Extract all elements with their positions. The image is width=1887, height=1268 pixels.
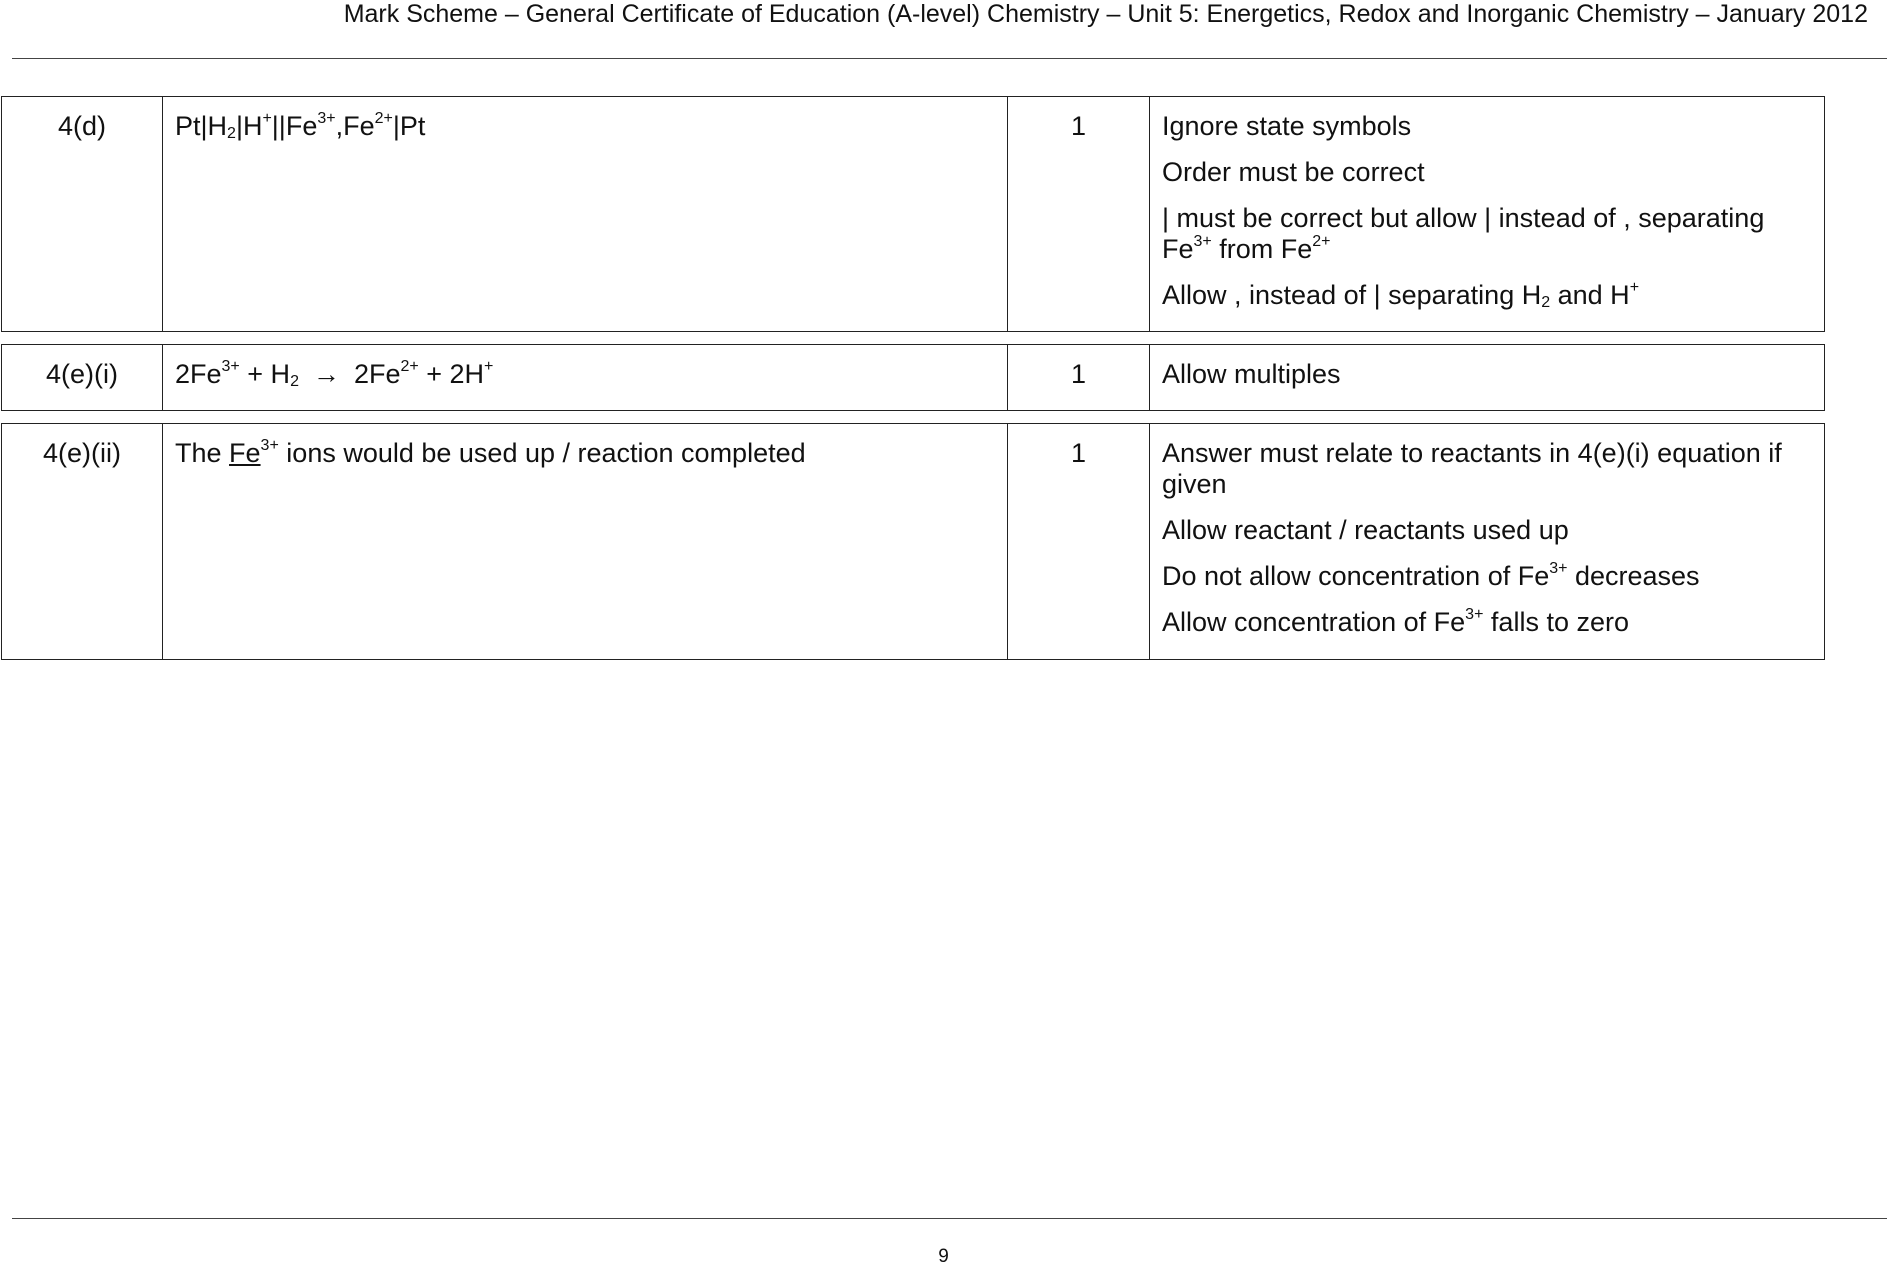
guidance-text: from Fe: [1211, 234, 1313, 264]
answer-text: + 2H: [418, 359, 485, 389]
marks-cell: 1: [1008, 97, 1150, 332]
superscript: 3+: [1465, 606, 1484, 623]
guidance-cell: [1150, 97, 1825, 332]
table-row: [2, 345, 1825, 411]
answer-text: 2Fe: [175, 359, 222, 389]
subscript: 2: [1541, 294, 1551, 311]
header-rule: [12, 58, 1887, 59]
superscript: 2+: [374, 110, 393, 127]
subscript: 2: [290, 373, 299, 390]
answer-text: ||Fe: [271, 111, 318, 141]
guidance-text: falls to zero: [1483, 607, 1629, 637]
guidance-line: Answer must relate to reactants in 4(e)(i) equation if given: [1162, 438, 1782, 499]
superscript: 2+: [400, 358, 419, 375]
guidance-text: | must be correct but allow | instead of , separating Fe: [1162, 203, 1765, 264]
superscript: 3+: [1193, 233, 1212, 250]
answer-text: ions would be used up / reaction completed: [278, 438, 806, 468]
guidance-line: [1162, 203, 1812, 265]
answer-text: 2Fe: [353, 359, 401, 389]
answer-text: Pt|H: [175, 111, 228, 141]
answer-cell: [163, 424, 1008, 660]
answer-text: + H: [239, 359, 291, 389]
guidance-text: decreases: [1567, 561, 1700, 591]
superscript: +: [262, 110, 272, 127]
table-row: [2, 97, 1825, 332]
guidance-line: Allow reactant / reactants used up: [1162, 515, 1569, 545]
table-row: [2, 424, 1825, 660]
page-number: 9: [938, 1246, 949, 1267]
marks-cell: 1: [1008, 424, 1150, 660]
question-number-cell: 4(e)(i): [2, 345, 163, 411]
mark-scheme-table-4ei: [1, 344, 1825, 411]
guidance-cell: [1150, 424, 1825, 660]
guidance-line: [1162, 561, 1812, 592]
guidance-text: Allow concentration of Fe: [1162, 607, 1466, 637]
guidance-line: Ignore state symbols: [1162, 111, 1412, 141]
footer-rule: [12, 1218, 1887, 1219]
superscript: 3+: [317, 110, 336, 127]
marks-cell: 1: [1008, 345, 1150, 411]
guidance-line: Order must be correct: [1162, 157, 1425, 187]
subscript: 2: [227, 125, 236, 142]
superscript: +: [1629, 279, 1640, 296]
guidance-text: Allow , instead of | separating H: [1162, 280, 1542, 310]
superscript: +: [484, 358, 494, 375]
question-number-cell: 4(e)(ii): [2, 424, 163, 660]
superscript: 3+: [221, 358, 240, 375]
answer-text: The: [175, 438, 230, 468]
answer-text: ,Fe: [335, 111, 375, 141]
guidance-text: and H: [1550, 280, 1630, 310]
mark-scheme-table-4eii: [1, 423, 1825, 660]
guidance-text: Do not allow concentration of Fe: [1162, 561, 1550, 591]
answer-text: |Pt: [392, 111, 426, 141]
page-header: Mark Scheme – General Certificate of Education (A-level) Chemistry – Unit 5: Energetics, Redox and Inorganic Chemistry – January 2012: [343, 0, 1868, 28]
answer-text: |H: [235, 111, 263, 141]
guidance-cell: [1150, 345, 1825, 411]
guidance-line: Allow multiples: [1162, 359, 1341, 389]
guidance-line: [1162, 280, 1812, 311]
superscript: 3+: [260, 437, 279, 454]
mark-scheme-table-4d: [1, 96, 1825, 332]
question-number-cell: 4(d): [2, 97, 163, 332]
guidance-line: [1162, 607, 1812, 638]
superscript: 3+: [1549, 560, 1568, 577]
answer-cell: [163, 97, 1008, 332]
answer-cell: [163, 345, 1008, 411]
arrow-symbol: →: [312, 359, 340, 389]
superscript: 2+: [1312, 233, 1331, 250]
underlined-text: Fe: [229, 438, 261, 468]
